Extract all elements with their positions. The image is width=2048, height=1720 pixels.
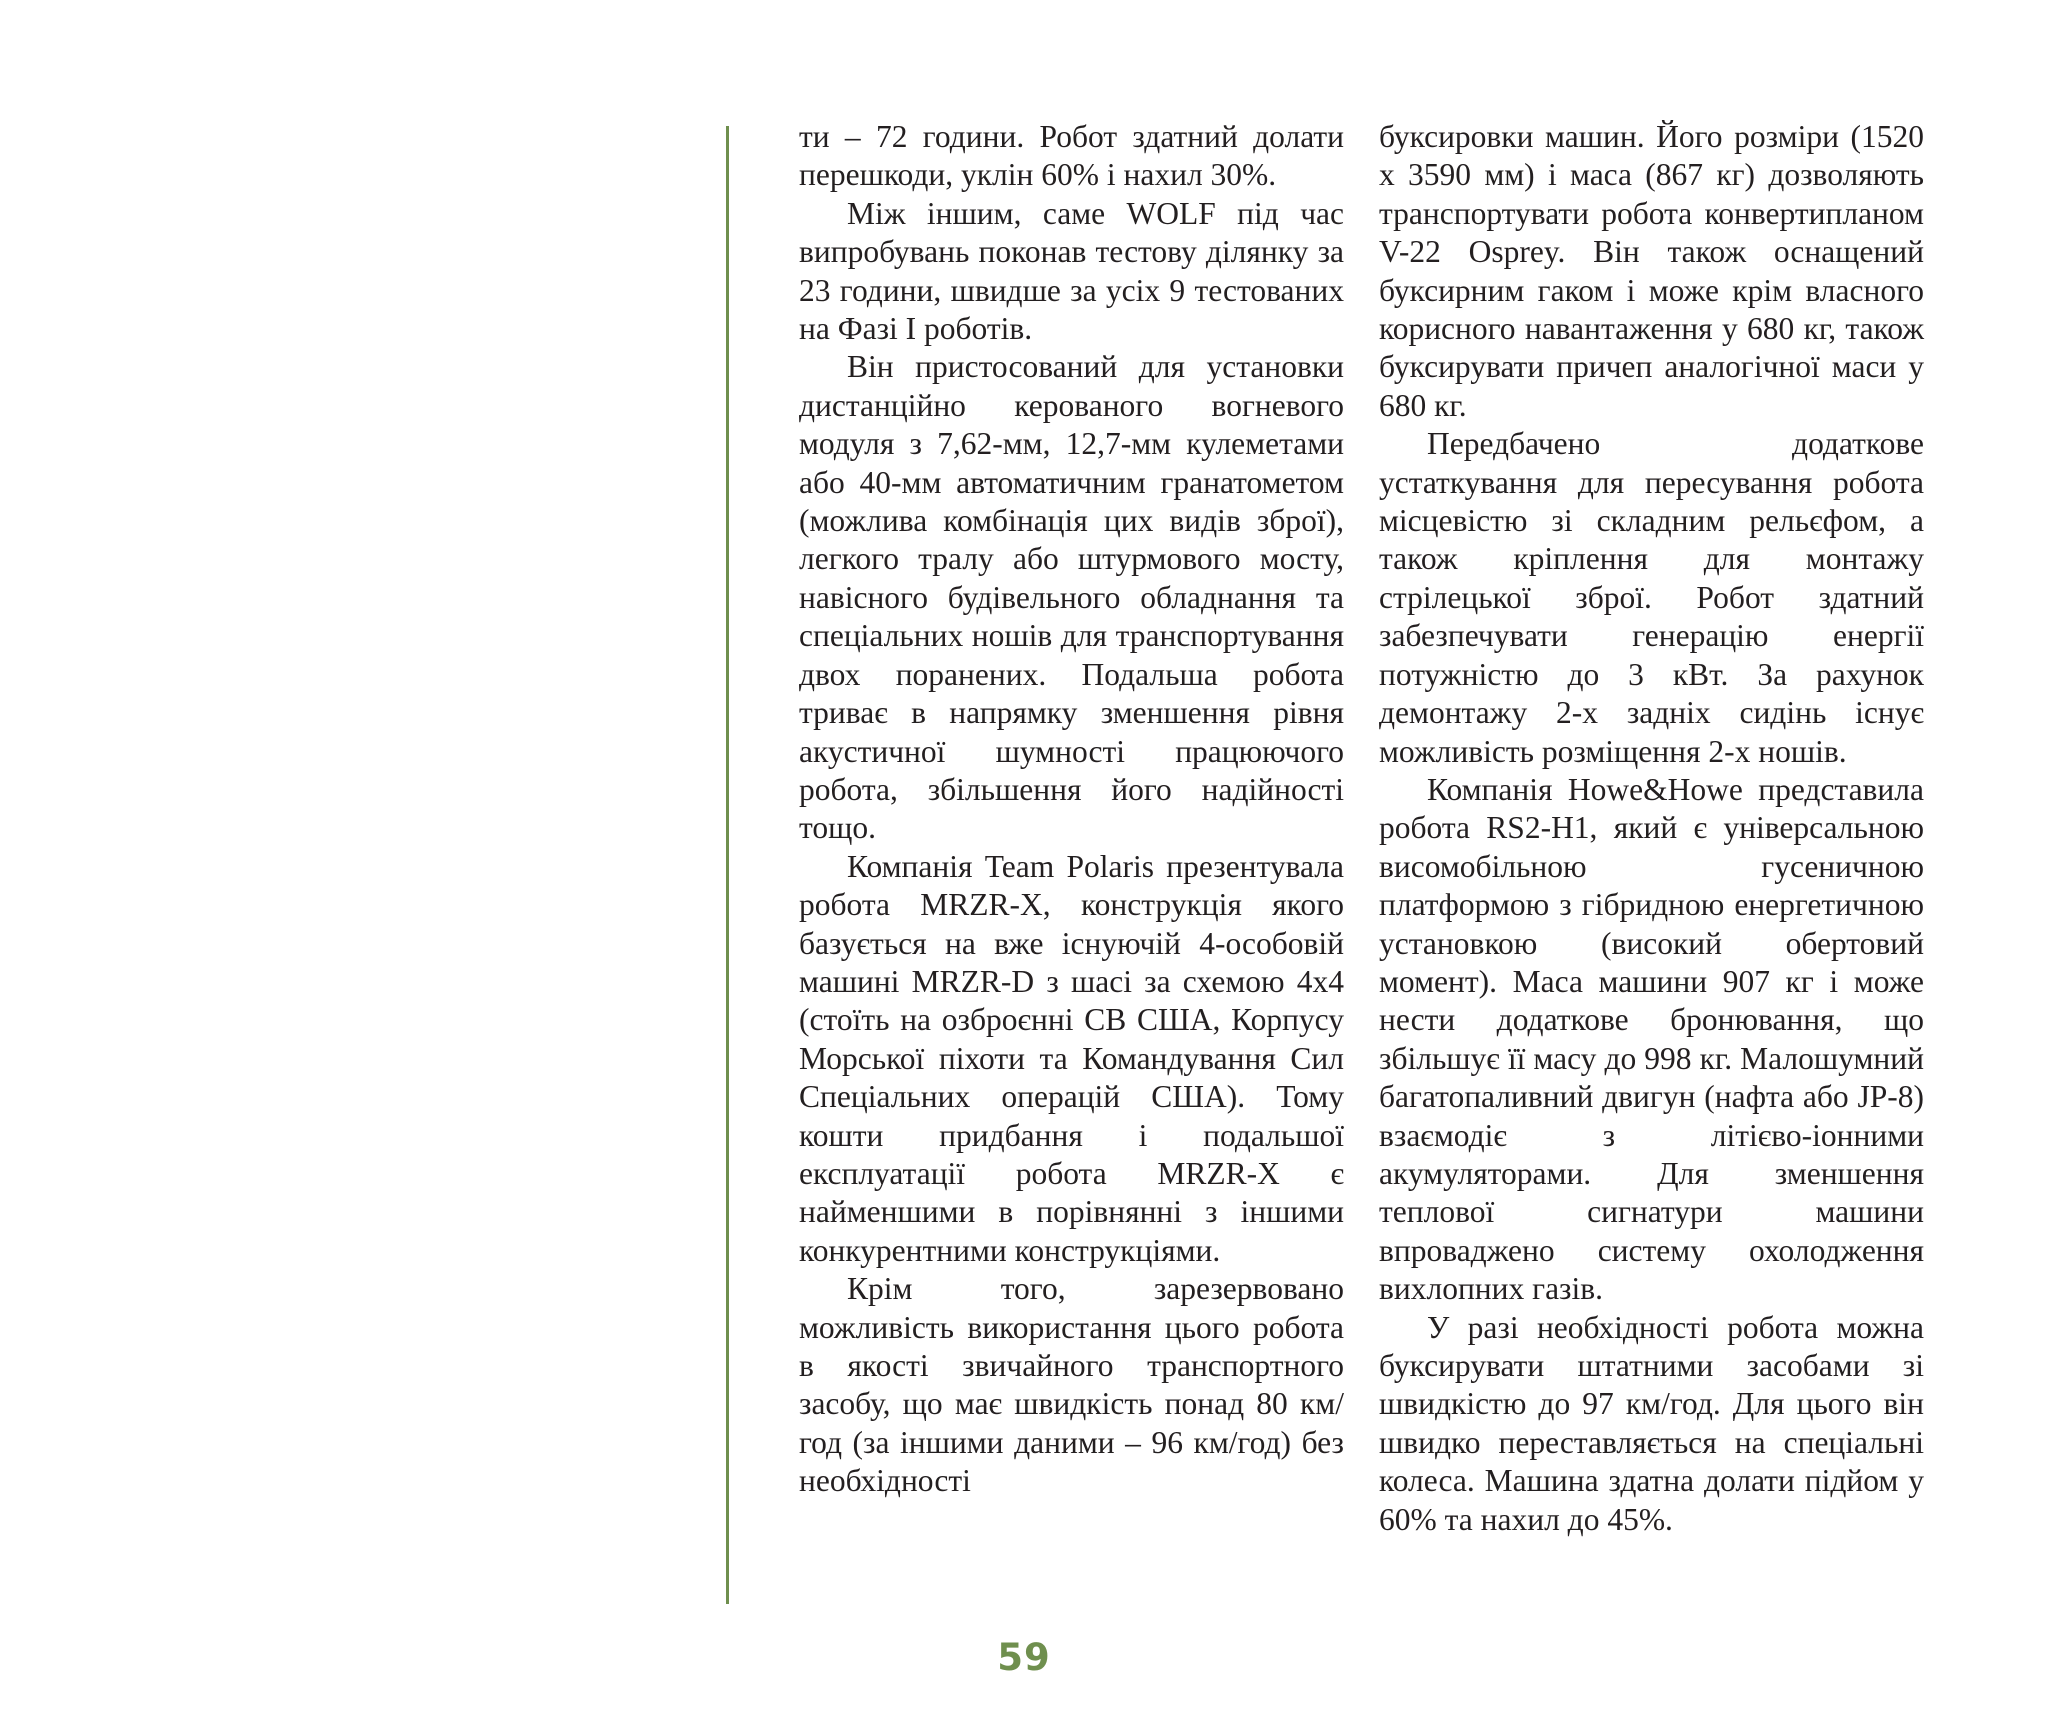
paragraph: Між іншим, саме WOLF під час випробувань поконав тестову ділянку за 23 години, швидше за усіх 9 тестованих на Фазі І роботів. — [799, 195, 1344, 347]
paragraph: Передбачено додаткове устаткування для пересування робота місцевістю зі складним рельєфом, а також кріплення для монтажу стрілецької зброї. Робот здатний забезпечувати генерацію енергії потужністю до 3 кВт. За рахунок демонтажу 2-х задніх сидінь існує можливість розміщення 2-х ношів. — [1379, 426, 1924, 769]
column-divider-rule — [726, 126, 729, 1604]
paragraph: У разі необхідності робота можна буксирувати штатними засобами зі швидкістю до 97 км/год. Для цього він швидко переставляється на спеціальні колеса. Машина здатна долати підйом у 60% та нахил до 45%. — [1379, 1309, 1924, 1537]
paragraph: Компанія Team Polaris презентувала робота MRZR-X, конструкція якого базується на вже існуючій 4-особовій машині MRZR-D з шасі за схемою 4х4 (стоїть на озброєнні СВ США, Корпусу Морської піхоти та Командування Сил Спеціальних операцій США). Тому кошти придбання і подальшої експлуатації робота MRZR-X є найменшими в порівнянні з іншими конкурентними конструкціями. — [799, 848, 1344, 1268]
paragraph: Крім того, зарезервовано можливість використання цього робота в якості звичайного транспортного засобу, що має швидкість понад 80 км/год (за іншими даними – 96 км/год) без необхідності — [799, 1271, 1344, 1499]
paragraph: Компанія Howe&Howe представила робота RS2-H1, який є універсальною висомобільною гусеничною платформою з гібридною енергетичною установкою (високий обертовий момент). Маса машини 907 кг і може нести додаткове бронювання, що збільшує її масу до 998 кг. Малошумний багатопаливний двигун (нафта або JP-8) взаємодіє з літієво-іонними акумуляторами. Для зменшення теплової сигнатури машини впроваджено систему охолодження вихлопних газів. — [1379, 771, 1924, 1307]
left-text-column — [799, 118, 1344, 1501]
paragraph: Він пристосований для установки дистанційно керованого вогневого модуля з 7,62-мм, 12,7-мм кулеметами або 40-мм автоматичним гранатометом (можлива комбінація цих видів зброї), легкого тралу або штурмового мосту, навісного будівельного обладнання та спеціальних ношів для транспортування двох поранених. Подальша робота триває в напрямку зменшення рівня акустичної шумності працюючого робота, збільшення його надійності тощо. — [799, 349, 1344, 846]
right-text-column — [1379, 118, 1924, 1539]
paragraph: буксировки машин. Його розміри (1520 х 3590 мм) і маса (867 кг) дозволяють транспортувати робота конвертипланом V-22 Osprey. Він також оснащений буксирним гаком і може крім власного корисного навантаження у 680 кг, також буксирувати причеп аналогічної маси у 680 кг. — [1379, 119, 1924, 423]
page-number: 59 — [997, 1636, 1051, 1679]
paragraph: ти – 72 години. Робот здатний долати перешкоди, уклін 60% і нахил 30%. — [799, 119, 1344, 193]
